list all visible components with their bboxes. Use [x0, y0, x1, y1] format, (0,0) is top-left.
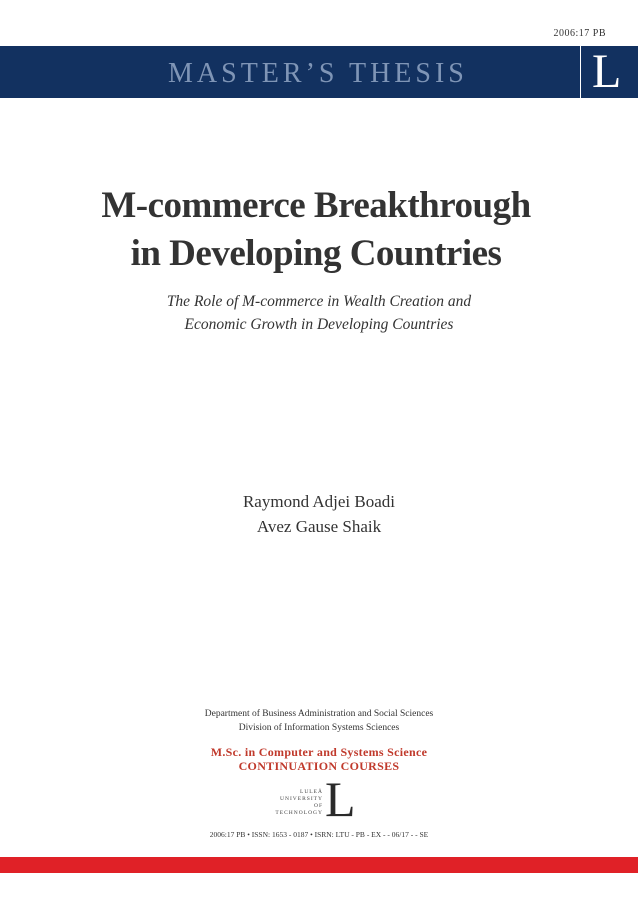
program-info	[0, 745, 638, 773]
university-name-line-1: LULEÅ	[299, 789, 323, 795]
thesis-subtitle	[0, 290, 638, 336]
author-1: Raymond Adjei Boadi	[242, 492, 396, 511]
author-2: Avez Gause Shaik	[256, 517, 382, 536]
course-type-line: CONTINUATION COURSES	[238, 759, 400, 773]
footer-red-band	[0, 857, 638, 873]
thesis-title	[0, 182, 638, 278]
division-line: Division of Information Systems Sciences	[238, 723, 400, 733]
university-name	[265, 789, 323, 817]
university-logo-letter-icon: L	[325, 771, 356, 827]
university-logo-icon: L	[592, 45, 622, 98]
university-name-line-3: OF TECHNOLOGY	[275, 803, 323, 816]
title-line-2: in Developing Countries	[130, 233, 502, 274]
department-line: Department of Business Administration and Social Sciences	[204, 709, 434, 719]
issn-line: 2006:17 PB • ISSN: 1653 - 0187 • ISRN: LTU - PB - EX - - 06/17 - - SE	[209, 830, 429, 839]
program-line: M.Sc. in Computer and Systems Science	[210, 745, 428, 759]
band-divider	[580, 46, 581, 98]
department-info	[0, 707, 638, 735]
series-title: MASTER’S THESIS	[168, 58, 468, 89]
subtitle-line-2: Economic Growth in Developing Countries	[184, 316, 454, 333]
university-logo	[265, 771, 365, 827]
title-line-1: M-commerce Breakthrough	[101, 185, 531, 226]
authors	[0, 489, 638, 539]
report-code: 2006:17 PB	[553, 28, 606, 39]
subtitle-line-1: The Role of M-commerce in Wealth Creation and	[166, 293, 472, 310]
university-name-line-2: UNIVERSITY	[280, 796, 323, 802]
